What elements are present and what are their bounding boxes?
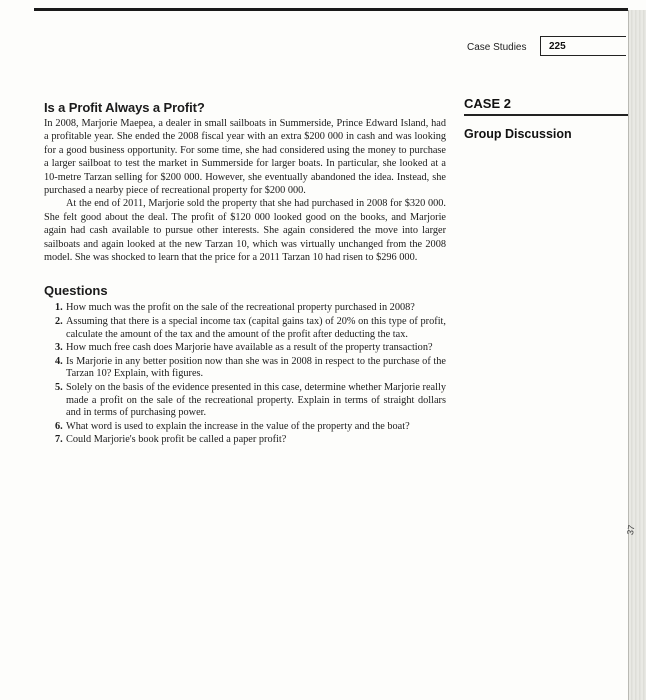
question-text: Solely on the basis of the evidence presented in this case, determine whether Marjorie really made a profit on the sale of the recreational property. Explain in terms of straight dollars and in terms of purchasing power. xyxy=(66,382,446,419)
question-number: 5. xyxy=(55,382,63,394)
question-text: Is Marjorie in any better position now than she was in 2008 in respect to the purchase of the Tarzan 10? Explain, with figures. xyxy=(66,355,446,380)
running-head: Case Studies xyxy=(467,42,527,53)
questions-list xyxy=(44,302,446,447)
question-item xyxy=(44,434,446,447)
question-item xyxy=(44,421,446,434)
page-number: 225 xyxy=(540,36,626,56)
questions-heading: Questions xyxy=(44,283,108,299)
question-text: How much was the profit on the sale of the recreational property purchased in 2008? xyxy=(66,302,415,314)
question-text: Assuming that there is a special income tax (capital gains tax) of 20% on this type of profit, calculate the amount of the tax and the amount of the profit after deducting the tax. xyxy=(66,316,446,340)
question-text: How much free cash does Marjorie have available as a result of the property transaction? xyxy=(66,342,433,354)
question-number: 7. xyxy=(55,434,63,446)
case-paragraph-1: In 2008, Marjorie Maepea, a dealer in small sailboats in Summerside, Prince Edward Island, had a profitable year. She ended the 2008 fiscal year with an extra $200 000 in cash and was looking for a good business opportunity. For some time, she had considered using the money to purchase a larger sailboat to test the market in Summerside for larger boats. In particular, she looked at a 10-metre Tarzan selling for $200 000. However, she eventually abandoned the idea. Instead, she purchased a nearby piece of recreational property for $200 000. xyxy=(44,118,446,197)
question-item xyxy=(44,382,446,420)
top-rule xyxy=(34,8,628,11)
case-rule xyxy=(464,114,628,116)
question-number: 2. xyxy=(55,316,63,328)
question-item xyxy=(44,356,446,381)
case-label: CASE 2 xyxy=(464,96,511,111)
edge-mark: 37 xyxy=(624,524,637,536)
question-item xyxy=(44,302,446,315)
question-item xyxy=(44,316,446,341)
case-subtitle: Group Discussion xyxy=(464,127,572,141)
case-body xyxy=(44,100,446,448)
question-item xyxy=(44,342,446,355)
question-number: 1. xyxy=(55,302,63,314)
question-number: 6. xyxy=(55,420,63,432)
case-paragraph-2: At the end of 2011, Marjorie sold the property that she had purchased in 2008 for $320 000. She felt good about the deal. The profit of $120 000 looked good on the books, and Marjorie again had cash available to pursue other interests. She again considered the move into larger sailboats and again looked at the new Tarzan 10, which was virtually unchanged from the 2008 model. She was shocked to learn that the price for a 2011 Tarzan 10 had risen to $296 000. xyxy=(44,198,446,264)
question-text: Could Marjorie's book profit be called a paper profit? xyxy=(66,434,287,446)
book-edge xyxy=(628,10,646,700)
case-title: Is a Profit Always a Profit? xyxy=(44,100,205,115)
question-text: What word is used to explain the increase in the value of the property and the boat? xyxy=(66,420,410,432)
question-number: 3. xyxy=(55,342,63,354)
question-number: 4. xyxy=(55,355,63,367)
